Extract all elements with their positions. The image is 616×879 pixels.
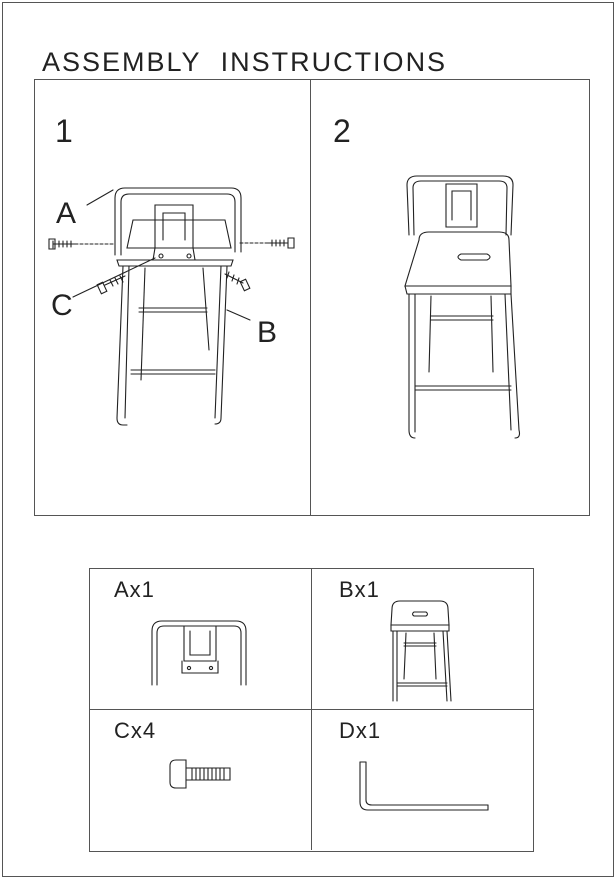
part-c-label: Cx4 xyxy=(114,718,157,743)
step-2-panel xyxy=(311,80,589,515)
part-a-backrest-illustration xyxy=(90,569,311,709)
part-a-label: Ax1 xyxy=(114,577,155,602)
callout-a: A xyxy=(56,197,77,230)
step-1-exploded-stool-illustration xyxy=(35,80,310,515)
part-a-cell xyxy=(90,569,312,710)
step-1-panel xyxy=(35,80,311,515)
part-c-cell xyxy=(90,710,312,850)
part-b-stool-frame-illustration xyxy=(312,569,533,709)
part-d-allen-key-illustration xyxy=(312,710,533,850)
parts-list-panel xyxy=(89,568,534,852)
step-2-number: 2 xyxy=(333,113,351,149)
part-d-label: Dx1 xyxy=(339,718,382,743)
step-2-assembled-stool-illustration xyxy=(311,80,589,515)
page-title: ASSEMBLY INSTRUCTIONS xyxy=(42,47,448,77)
part-b-label: Bx1 xyxy=(339,577,380,602)
part-c-screw-illustration xyxy=(90,710,311,850)
callout-b: B xyxy=(257,316,278,349)
part-b-cell xyxy=(312,569,533,710)
callout-c: C xyxy=(51,289,73,322)
assembly-steps-panel xyxy=(34,79,590,516)
step-1-number: 1 xyxy=(55,113,73,149)
part-d-cell xyxy=(312,710,533,850)
